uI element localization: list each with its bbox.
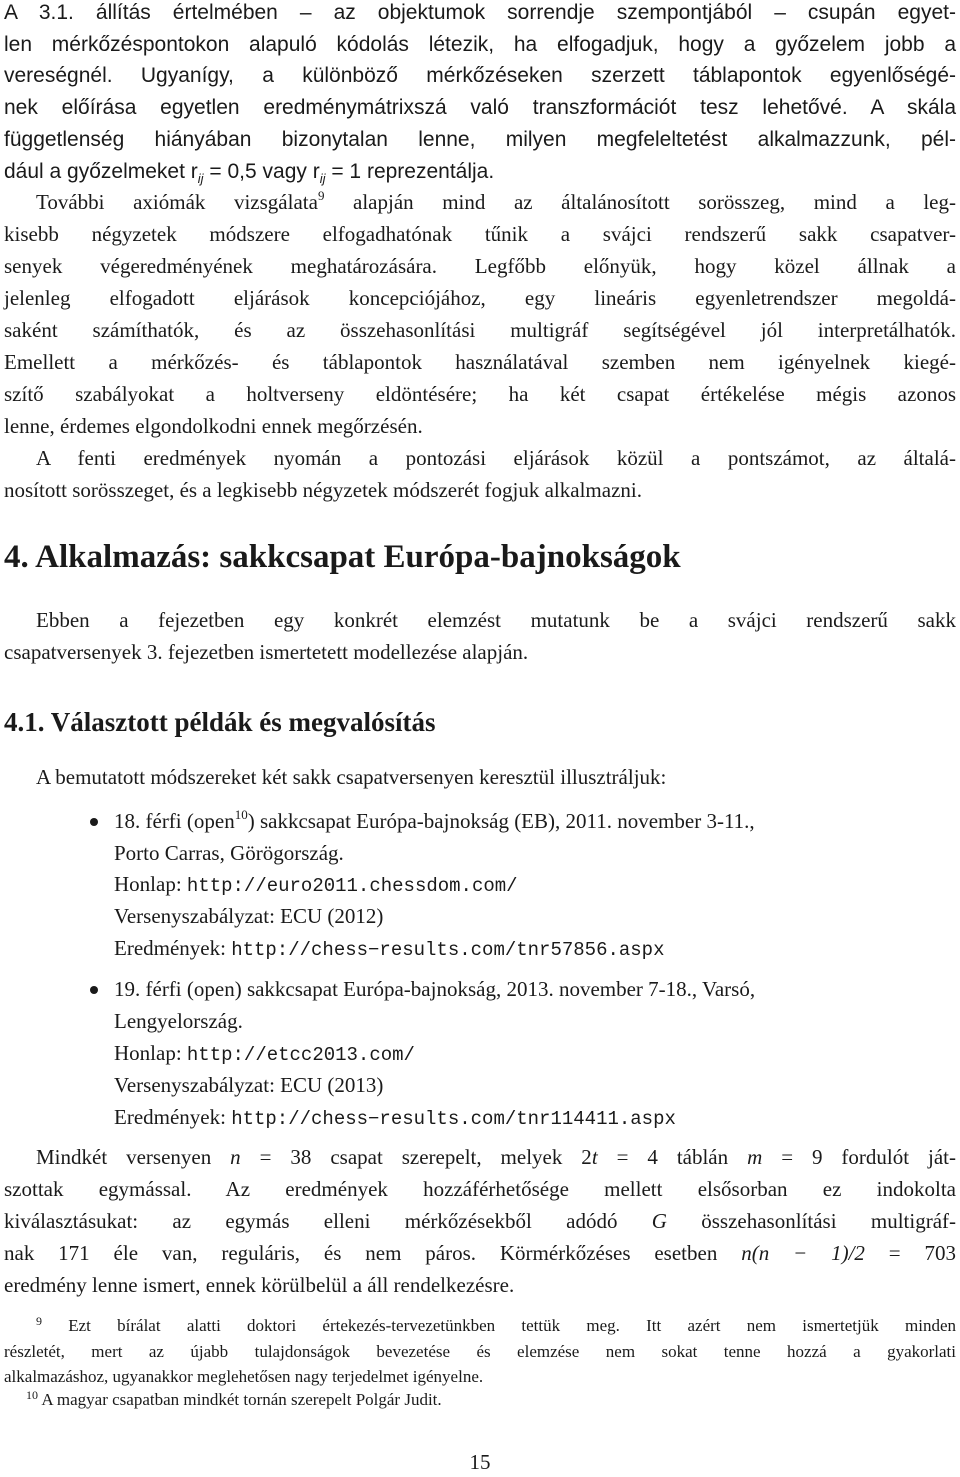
text-run: = 38 csapat szerepelt, melyek 2 [240, 1145, 592, 1169]
bullet-icon [90, 818, 98, 826]
paragraph-line: csapatversenyek 3. fejezetben ismertetett modellezése alapján. [4, 640, 529, 664]
paragraph-line [4, 1208, 956, 1234]
subscript: ij [319, 171, 326, 186]
paragraph-line [4, 159, 494, 185]
text-run: dául a győzelmeket r [4, 160, 198, 183]
list-item-line: Versenyszabályzat: ECU (2013) [114, 1073, 384, 1097]
paragraph-line [4, 1240, 956, 1266]
paragraph-line: saként számíthatók, és az összehasonlítási multigráf segítségével jól interpretálhatók. [4, 318, 956, 342]
footnote-ref: 10 [234, 807, 248, 822]
text-run: = 9 fordulót ját- [762, 1145, 956, 1169]
paragraph-line: senyek végeredményének meghatározására. Legfőbb előnyük, hogy közel állnak a [4, 254, 956, 278]
text-run: A magyar csapatban mindkét tornán szerepelt Polgár Judit. [41, 1390, 442, 1409]
paragraph-line: nek előírása egyetlen eredménymátrixszá való transzformációt tesz lehetővé. A skála [4, 96, 956, 119]
text-run: összehasonlítási multigráf- [666, 1209, 956, 1233]
paragraph-line: Ebben a fejezetben egy konkrét elemzést mutatunk be a svájci rendszerű sakk [36, 608, 956, 632]
homepage-link[interactable]: http://euro2011.chessdom.com/ [186, 875, 518, 897]
paragraph-line: jelenleg elfogadott eljárások koncepciójához, egy lineáris egyenletrendszer megoldá- [4, 286, 956, 310]
paragraph-line: kisebb négyzetek módszere elfogadhatónak tűnik a svájci rendszerű sakk csapatver- [4, 222, 956, 246]
paragraph-line: függetlenség hiányában bizonytalan lenne, milyen megfeleltetést alkalmazzunk, pél- [4, 128, 956, 151]
list-item-line [114, 1040, 415, 1068]
text-run: kiválasztásukat: az egymás elleni mérkőzésekből adódó [4, 1209, 652, 1233]
paragraph-line: szottak egymással. Az eredmények hozzáférhetősége mellett elsősorban ez indokolta [4, 1177, 956, 1201]
results-link[interactable]: http://chess−results.com/tnr57856.aspx [231, 939, 665, 961]
bullet-icon [90, 986, 98, 994]
paragraph-line: len mérkőzéspontokon alapuló kódolás létezik, ha elfogadjuk, hogy a győzelem jobb a [4, 33, 956, 56]
list-item-line: 19. férfi (open) sakkcsapat Európa-bajnokság, 2013. november 7-18., Varsó, [114, 977, 756, 1001]
text-run: = 703 [864, 1241, 957, 1265]
paragraph-line: A fenti eredmények nyomán a pontozási eljárások közül a pontszámot, az általá- [36, 446, 956, 470]
math-var: G [651, 1209, 667, 1233]
list-item-line: Lengyelország. [114, 1009, 243, 1033]
footnote-line: részletét, mert az újabb tulajdonságok bevezetése és elemzése nem sokat tenne hozzá a gyakorlati [4, 1342, 956, 1361]
text-run: ) sakkcsapat Európa-bajnokság (EB), 2011. november 3-11., [247, 809, 755, 833]
text-run: = 4 táblán [597, 1145, 748, 1169]
text-run: Mindkét versenyen [36, 1145, 231, 1169]
homepage-link[interactable]: http://etcc2013.com/ [186, 1044, 415, 1066]
subscript: ij [197, 171, 204, 186]
footnote-line [36, 1315, 956, 1336]
results-link[interactable]: http://chess−results.com/tnr114411.aspx [231, 1108, 676, 1130]
paragraph-line: eredmény lenne ismert, ennek körülbelül a áll rendelkezésre. [4, 1273, 515, 1297]
text-run: = 0,5 vagy r [203, 160, 320, 183]
list-item-line [114, 1104, 676, 1132]
math-var: t [591, 1145, 598, 1169]
text-run: = 1 reprezentálja. [325, 160, 495, 183]
subsection-heading: 4.1. Választott példák és megvalósítás [4, 707, 436, 737]
footnote-line [26, 1389, 442, 1410]
paragraph-line: vereségnél. Ugyanígy, a különböző mérkőzéseken szerzett táblapontok egyenlőségé- [4, 64, 956, 87]
paragraph-line: nosított sorösszeget, és a legkisebb négyzetek módszerét fogjuk alkalmazni. [4, 478, 642, 502]
footnote-line: alkalmazáshoz, ugyanakkor meglehetősen nagy terjedelmet igényelne. [4, 1367, 484, 1386]
paragraph-line [36, 1144, 956, 1170]
list-item-line [114, 935, 664, 963]
math-var: n [230, 1145, 241, 1169]
page-number: 15 [469, 1450, 491, 1474]
paragraph-line: lenne, érdemes elgondolkodni ennek megőrzésén. [4, 414, 423, 438]
text-run: 18. férfi (open [114, 809, 235, 833]
field-label: Eredmények: [114, 936, 232, 960]
text-run: További axiómák vizsgálata [36, 190, 318, 214]
text-run: nak 171 éle van, reguláris, és nem páros. Körmérkőzéses esetben [4, 1241, 742, 1265]
paragraph-line: A bemutatott módszereket két sakk csapatversenyen keresztül illusztráljuk: [36, 765, 667, 789]
field-label: Eredmények: [114, 1105, 232, 1129]
field-label: Honlap: [114, 1041, 187, 1065]
text-run: alapján mind az általánosított sorösszeg, mind a leg- [324, 190, 956, 214]
list-item-line [114, 808, 755, 834]
paragraph-line: Emellett a mérkőzés- és táblapontok használatával szemben nem igényelnek kiegé- [4, 350, 956, 374]
paragraph-line [36, 189, 956, 215]
paragraph-line: szítő szabályokat a holtverseny eldöntésére; ha két csapat értékelése mégis azonos [4, 382, 956, 406]
math-var: m [747, 1145, 763, 1169]
section-heading: 4. Alkalmazás: sakkcsapat Európa-bajnokságok [4, 539, 681, 575]
list-item-line: Versenyszabályzat: ECU (2012) [114, 904, 384, 928]
list-item-line: Porto Carras, Görögország. [114, 841, 344, 865]
footnote-ref: 9 [317, 188, 325, 203]
text-run: Ezt bírálat alatti doktori értekezés-tervezetünkben tettük meg. Itt azért nem ismertetjük minden [68, 1316, 956, 1335]
footnote-number: 10 [26, 1388, 38, 1402]
math-expr: n(n − 1)/2 [741, 1241, 865, 1265]
footnote-number: 9 [36, 1314, 42, 1328]
list-item-line [114, 871, 518, 899]
paragraph-line: A 3.1. állítás értelmében – az objektumok sorrendje szempontjából – csupán egyet- [4, 1, 956, 24]
field-label: Honlap: [114, 872, 187, 896]
